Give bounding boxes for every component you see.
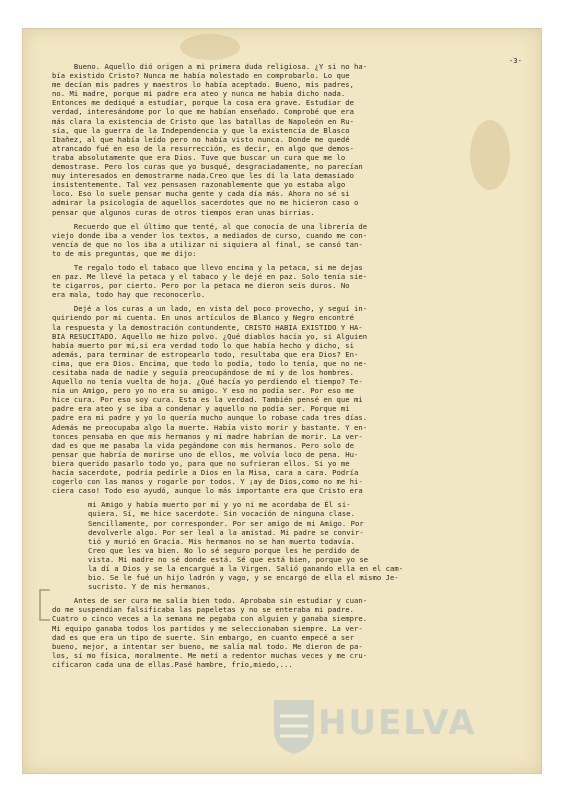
text-line: Sencillamente, por corresponder. Por ser amigo de mi Amigo. Por — [88, 518, 364, 528]
text-line: pensar que algunos curas de otros tiempos eran unas birrias. — [52, 207, 315, 217]
text-line: vencía de que no los iba a utilizar ni siquiera al final, se cansó tan- — [52, 239, 363, 249]
text-line: me decían mis padres y maestros lo había aceptado. Bueno, mis padres, — [52, 80, 355, 90]
text-line: sia, que la guerra de la Independencia y que la existencia de Blasco — [52, 125, 350, 135]
watermark-logo — [270, 696, 318, 756]
text-line: Ibañez, al que había leído pero no había visto nunca. Donde me quedé — [52, 134, 350, 144]
text-line: Aquello no tenía vuelta de hoja. ¿Qué hacía yo perdiendo el tiempo? Te- — [52, 377, 363, 387]
text-line: hacía sacerdote, podría pedirle a Dios en la Misa, cara a cara. Podría — [52, 468, 359, 478]
text-line: te cigarros, por cierto. Pero por la petaca me dieron seis duros. No — [52, 281, 350, 291]
text-line: loco. Eso lo suele pensar mucha gente y cada día más. Ahora no sé si — [52, 189, 350, 199]
text-line: cima, que era Dios. Encima, que todo lo podía, todo lo tenía, que no ne- — [52, 358, 368, 368]
text-line: cogerlo con las manos y rogarle por todos. Y ¡ay de Dios,como no me hi- — [52, 477, 363, 487]
paragraph — [52, 222, 522, 258]
paper-stain — [180, 34, 240, 60]
text-line: vista. Mi madre no sé donde está. Sé que está bien, porque yo se — [88, 554, 369, 564]
text-line: Entonces me dediqué a estudiar, porque la cosa era grave. Estudiar de — [52, 98, 355, 108]
text-line: la dí a Dios y se la encargué a la Virgen. Salió ganando ella en el cam- — [88, 563, 404, 573]
text-line: to de mis preguntas, que me dijo: — [52, 248, 197, 258]
text-line: pensar que habría de morirse uno de ellos, me volvía loco de pena. Hu- — [52, 449, 359, 459]
text-line: ciera caso! Todo eso ayudó, aunque lo más importante era que Cristo era — [52, 486, 363, 496]
watermark: HUELVA — [318, 703, 477, 743]
text-line: mi Amigo y había muerto por mí y yo ni me acordaba de Él si- — [88, 500, 351, 510]
text-line: nía un Amigo, pero yo no era su amigo. Y eso no podía ser. Por eso me — [52, 386, 355, 396]
text-line: bía existido Cristo? Nunca me había molestado en comprobarlo. Lo que — [52, 71, 350, 81]
text-line: Te regalo todo el tabaco que llevo encima y la petaca, si me dejas — [52, 262, 363, 272]
text-line: tió y murió en Gracia. Mis hermanos no se han muerto todavía. — [88, 536, 356, 546]
text-line: Recuerdo que el último que tenté, al que conocía de una librería de — [52, 221, 368, 231]
text-line: devolverle algo. Por ser leal a la amistad. Mi padre se convir- — [88, 527, 364, 537]
text-line: bio. Se le fué un hijo ladrón y vago, y se encargó de ella el mismo Je- — [88, 573, 399, 583]
paragraph — [52, 500, 522, 591]
text-line: traba absolutamente que era Dios. Tuve que buscar un cura que me lo — [52, 152, 346, 162]
text-line: los, sí mo física, moralmente. Me metí a redentor muchas veces y me cru- — [52, 650, 368, 660]
text-line: insistentemente. Tal vez pensasen razonablemente que yo estaba algo — [52, 180, 346, 190]
text-line: Cuatro o cinco veces a la semana me pegaba con alguien y ganaba siempre. — [52, 614, 368, 624]
text-line: tonces pensaba en que mis hermanos y mi madre habrían de morir. La ver- — [52, 431, 363, 441]
text-line: cesitaba nada de nadie y seguía preocupándose de mí y de los hombres. — [52, 368, 355, 377]
text-line: Además me preocupaba algo la muerte. Había visto morir y bastante. Y en- — [52, 422, 368, 432]
text-line: biera querido pasarlo todo yo, para que no sufrieran ellos. Si yo me — [52, 458, 350, 468]
text-line: dad es que era un tipo de suerte. Sin embargo, en cuanto empecé a ser — [52, 632, 355, 642]
text-line: cificaron cada una de ellas.Pasé hambre, frío,miedo,... — [52, 659, 293, 669]
text-line: quiera. Sí, me hice sacerdote. Sin vocación de ninguna clase. — [88, 509, 356, 519]
paragraph — [52, 596, 522, 669]
text-line: sucristo. Y de mis hermanos. — [88, 582, 211, 592]
paragraph — [52, 62, 522, 217]
margin-mark — [34, 588, 54, 622]
page-number: -3- — [508, 56, 522, 65]
text-line: demostrase. Pero los curas que yo busqué, desgraciadamente, no parecían — [52, 162, 363, 172]
text-line: la respuesta y la demostración contundente, CRISTO HABIA EXISTIDO Y HA- — [52, 322, 363, 332]
text-line: Bueno. Aquello dió origen a mi primera duda religiosa. ¿Y si no ha- — [52, 62, 368, 71]
text-line: quiriendo por mi cuenta. En unos artículos de Blanco y Negro encontré — [52, 313, 355, 323]
text-line: no. Mi madre, porque mi padre era ateo y nunca me había dicho nada. — [52, 89, 346, 99]
text-line: hice cura. Por eso soy cura. Esta es la verdad. También pensé en que mi — [52, 395, 363, 405]
text-line: más clara la existencia de Cristo que las batallas de Napoleón en Ru- — [52, 116, 355, 126]
paragraphs — [52, 62, 522, 669]
text-line: BIA RESUCITADO. Aquello me hizo polvo. ¿Qué diablos hacía yo, si Alguien — [52, 331, 368, 341]
paragraph — [52, 263, 522, 299]
text-line: padre era mi padre y yo lo quería mucho aunque lo robase cada tres días. — [52, 413, 368, 423]
text-line: muy interesados en demostrarme nada.Creo que les di la lata demasiado — [52, 171, 355, 181]
text-line: admirar la psicología de aquellos sacerdotes que no me hicieron caso o — [52, 198, 359, 208]
typed-text — [52, 56, 522, 669]
text-line: Antes de ser cura me salía bien todo. Aprobaba sin estudiar y cuan- — [52, 596, 368, 606]
paragraph — [52, 304, 522, 495]
text-line: Mi equipo ganaba todos los partidos y me seleccionaban siempre. La ver- — [52, 623, 363, 633]
text-line: viejo donde iba a vender los textos, a mediados de curso, cuando me con- — [52, 230, 368, 240]
text-line: Creo que les va bien. No lo sé seguro porque les he perdido de — [88, 545, 360, 555]
text-line: era mala, todo hay que reconocerlo. — [52, 290, 206, 300]
text-line: había muerto por mí,si era verdad todo lo que había hecho y dicho, si — [52, 340, 355, 350]
text-line: padre era ateo y se iba a condenar y aquello no podía ser. Porque mi — [52, 404, 350, 414]
text-line: en paz. Me llevé la petaca y el tabaco y le dejé en paz. Solo tenía sie- — [52, 272, 368, 282]
text-line: dad es que me pasaba la vida pegándome con mis hermanos. Pero solo de — [52, 440, 355, 450]
text-line: verdad, interesándome por lo que me habían enseñado. Comprobé que era — [52, 107, 355, 117]
text-line: do me suspendían falsificaba las papeletas y no se enteraba mi padre. — [52, 605, 355, 615]
text-line: además, para terminar de estropearlo todo, resultaba que era Dios? En- — [52, 349, 359, 359]
text-line: Dejé a los curas a un lado, en vista del poco provecho, y seguí in- — [52, 304, 368, 314]
text-line: bueno, mejor, a intentar ser bueno, me salía mal todo. Me dieron de pa- — [52, 641, 363, 651]
text-line: atrancado fué en eso de la resurrección, es decir, en algo que demos- — [52, 143, 355, 153]
